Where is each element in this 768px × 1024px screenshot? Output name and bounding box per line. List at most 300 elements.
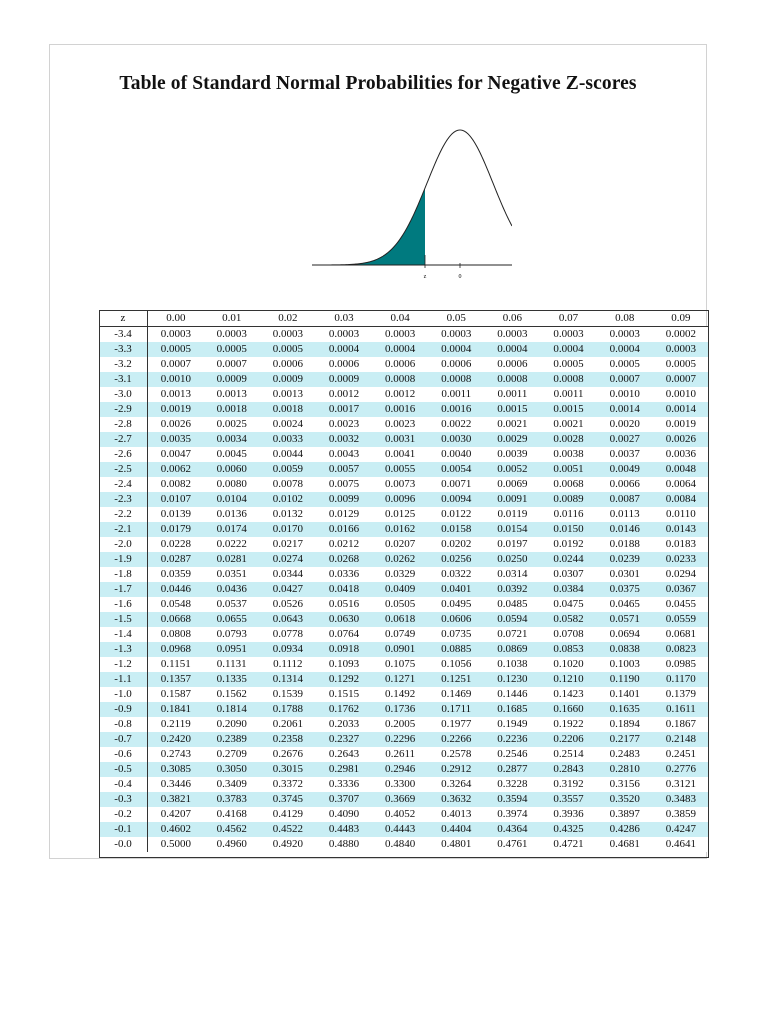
probability-cell: 0.1894 — [597, 717, 653, 732]
probability-cell: 0.0274 — [260, 552, 316, 567]
probability-cell: 0.0125 — [372, 507, 428, 522]
probability-cell: 0.0367 — [653, 582, 709, 597]
probability-cell: 0.0526 — [260, 597, 316, 612]
probability-cell: 0.0116 — [540, 507, 596, 522]
probability-cell: 0.4013 — [428, 807, 484, 822]
probability-cell: 0.4840 — [372, 837, 428, 852]
probability-cell: 0.0655 — [204, 612, 260, 627]
probability-cell: 0.0003 — [372, 327, 428, 343]
probability-cell: 0.0013 — [204, 387, 260, 402]
probability-cell: 0.0023 — [372, 417, 428, 432]
probability-cell: 0.0099 — [316, 492, 372, 507]
probability-cell: 0.0359 — [148, 567, 204, 582]
z-value-cell: -2.1 — [99, 522, 148, 537]
probability-cell: 0.0040 — [428, 447, 484, 462]
table-row — [99, 387, 709, 402]
probability-cell: 0.4129 — [260, 807, 316, 822]
probability-cell: 0.0808 — [148, 627, 204, 642]
z-value-cell: -0.0 — [99, 837, 148, 852]
probability-cell: 0.0749 — [372, 627, 428, 642]
probability-cell: 0.3446 — [148, 777, 204, 792]
probability-cell: 0.1685 — [484, 702, 540, 717]
z-value-cell: -0.2 — [99, 807, 148, 822]
probability-cell: 0.0005 — [653, 357, 709, 372]
probability-cell: 0.0066 — [597, 477, 653, 492]
probability-cell: 0.0060 — [204, 462, 260, 477]
probability-cell: 0.4602 — [148, 822, 204, 837]
probability-cell: 0.0853 — [540, 642, 596, 657]
probability-cell: 0.0015 — [484, 402, 540, 417]
probability-cell: 0.0329 — [372, 567, 428, 582]
z-value-cell: -0.7 — [99, 732, 148, 747]
probability-cell: 0.0005 — [260, 342, 316, 357]
z-value-cell: -3.1 — [99, 372, 148, 387]
z-value-cell: -1.6 — [99, 597, 148, 612]
probability-cell: 0.0012 — [372, 387, 428, 402]
probability-cell: 0.0091 — [484, 492, 540, 507]
probability-cell: 0.4721 — [540, 837, 596, 852]
probability-cell: 0.0010 — [653, 387, 709, 402]
probability-cell: 0.3050 — [204, 762, 260, 777]
probability-cell: 0.1003 — [597, 657, 653, 672]
z-value-cell: -0.9 — [99, 702, 148, 717]
probability-cell: 0.3669 — [372, 792, 428, 807]
probability-cell: 0.0162 — [372, 522, 428, 537]
probability-cell: 0.0073 — [372, 477, 428, 492]
probability-cell: 0.1020 — [540, 657, 596, 672]
probability-cell: 0.0071 — [428, 477, 484, 492]
probability-cell: 0.2296 — [372, 732, 428, 747]
probability-cell: 0.0985 — [653, 657, 709, 672]
z-value-cell: -2.4 — [99, 477, 148, 492]
probability-cell: 0.0618 — [372, 612, 428, 627]
probability-cell: 0.0409 — [372, 582, 428, 597]
probability-cell: 0.0139 — [148, 507, 204, 522]
probability-cell: 0.0427 — [260, 582, 316, 597]
probability-cell: 0.0003 — [204, 327, 260, 343]
probability-cell: 0.4801 — [428, 837, 484, 852]
probability-cell: 0.0681 — [653, 627, 709, 642]
probability-cell: 0.1112 — [260, 657, 316, 672]
table-row — [99, 732, 709, 747]
probability-cell: 0.0006 — [428, 357, 484, 372]
probability-cell: 0.4404 — [428, 822, 484, 837]
probability-cell: 0.0029 — [484, 432, 540, 447]
probability-cell: 0.2981 — [316, 762, 372, 777]
probability-cell: 0.0054 — [428, 462, 484, 477]
probability-cell: 0.0179 — [148, 522, 204, 537]
probability-cell: 0.0022 — [428, 417, 484, 432]
probability-cell: 0.4090 — [316, 807, 372, 822]
probability-cell: 0.0150 — [540, 522, 596, 537]
probability-cell: 0.1587 — [148, 687, 204, 702]
probability-cell: 0.1736 — [372, 702, 428, 717]
probability-cell: 0.0003 — [316, 327, 372, 343]
probability-cell: 0.0021 — [484, 417, 540, 432]
probability-cell: 0.4562 — [204, 822, 260, 837]
z-value-cell: -3.2 — [99, 357, 148, 372]
probability-cell: 0.0322 — [428, 567, 484, 582]
z-value-cell: -1.7 — [99, 582, 148, 597]
z-value-cell: -3.0 — [99, 387, 148, 402]
probability-cell: 0.0005 — [148, 342, 204, 357]
probability-cell: 0.0018 — [260, 402, 316, 417]
probability-cell: 0.1271 — [372, 672, 428, 687]
probability-cell: 0.1446 — [484, 687, 540, 702]
probability-cell: 0.0446 — [148, 582, 204, 597]
probability-cell: 0.0069 — [484, 477, 540, 492]
probability-cell: 0.2005 — [372, 717, 428, 732]
probability-cell: 0.3859 — [653, 807, 709, 822]
probability-cell: 0.0110 — [653, 507, 709, 522]
probability-cell: 0.2546 — [484, 747, 540, 762]
probability-cell: 0.0034 — [204, 432, 260, 447]
probability-cell: 0.0262 — [372, 552, 428, 567]
probability-cell: 0.0006 — [372, 357, 428, 372]
probability-cell: 0.0505 — [372, 597, 428, 612]
table-row — [99, 327, 709, 343]
probability-cell: 0.0007 — [653, 372, 709, 387]
probability-cell: 0.2912 — [428, 762, 484, 777]
column-header: 0.03 — [316, 310, 372, 327]
z-label: z — [423, 274, 427, 280]
probability-cell: 0.1762 — [316, 702, 372, 717]
probability-cell: 0.0418 — [316, 582, 372, 597]
probability-cell: 0.0170 — [260, 522, 316, 537]
probability-cell: 0.0031 — [372, 432, 428, 447]
probability-cell: 0.0901 — [372, 642, 428, 657]
z-value-cell: -2.8 — [99, 417, 148, 432]
probability-cell: 0.0062 — [148, 462, 204, 477]
probability-cell: 0.2946 — [372, 762, 428, 777]
probability-cell: 0.5000 — [148, 837, 204, 852]
probability-cell: 0.0014 — [597, 402, 653, 417]
probability-cell: 0.0495 — [428, 597, 484, 612]
table-row — [99, 822, 709, 837]
column-header: 0.07 — [540, 310, 596, 327]
probability-cell: 0.0020 — [597, 417, 653, 432]
probability-cell: 0.0166 — [316, 522, 372, 537]
table-row — [99, 597, 709, 612]
table-row — [99, 762, 709, 777]
probability-cell: 0.0351 — [204, 567, 260, 582]
probability-cell: 0.1841 — [148, 702, 204, 717]
probability-cell: 0.2451 — [653, 747, 709, 762]
table-row — [99, 582, 709, 597]
probability-cell: 0.3015 — [260, 762, 316, 777]
probability-cell: 0.0122 — [428, 507, 484, 522]
probability-cell: 0.3264 — [428, 777, 484, 792]
probability-cell: 0.0004 — [597, 342, 653, 357]
table-row — [99, 522, 709, 537]
probability-cell: 0.1660 — [540, 702, 596, 717]
probability-cell: 0.3745 — [260, 792, 316, 807]
probability-cell: 0.4325 — [540, 822, 596, 837]
probability-cell: 0.0485 — [484, 597, 540, 612]
probability-cell: 0.2327 — [316, 732, 372, 747]
probability-cell: 0.0793 — [204, 627, 260, 642]
probability-cell: 0.1210 — [540, 672, 596, 687]
probability-cell: 0.0244 — [540, 552, 596, 567]
table-body — [99, 327, 709, 853]
z-value-cell: -1.8 — [99, 567, 148, 582]
probability-cell: 0.0136 — [204, 507, 260, 522]
probability-cell: 0.0026 — [148, 417, 204, 432]
probability-cell: 0.1949 — [484, 717, 540, 732]
probability-cell: 0.0516 — [316, 597, 372, 612]
probability-cell: 0.0158 — [428, 522, 484, 537]
probability-cell: 0.3707 — [316, 792, 372, 807]
probability-cell: 0.0250 — [484, 552, 540, 567]
probability-cell: 0.0049 — [597, 462, 653, 477]
probability-cell: 0.2611 — [372, 747, 428, 762]
probability-cell: 0.1788 — [260, 702, 316, 717]
table-row — [99, 432, 709, 447]
table-row — [99, 702, 709, 717]
probability-cell: 0.3228 — [484, 777, 540, 792]
probability-cell: 0.0003 — [484, 327, 540, 343]
probability-cell: 0.0080 — [204, 477, 260, 492]
table-header-row — [99, 310, 709, 327]
probability-cell: 0.0708 — [540, 627, 596, 642]
probability-cell: 0.0202 — [428, 537, 484, 552]
probability-cell: 0.2119 — [148, 717, 204, 732]
column-header: 0.08 — [597, 310, 653, 327]
probability-cell: 0.3783 — [204, 792, 260, 807]
probability-cell: 0.3483 — [653, 792, 709, 807]
table-row — [99, 462, 709, 477]
probability-cell: 0.0537 — [204, 597, 260, 612]
probability-cell: 0.0008 — [372, 372, 428, 387]
probability-cell: 0.0823 — [653, 642, 709, 657]
probability-cell: 0.0294 — [653, 567, 709, 582]
probability-cell: 0.1611 — [653, 702, 709, 717]
normal-curve-figure — [312, 120, 512, 282]
probability-cell: 0.0004 — [316, 342, 372, 357]
probability-cell: 0.2266 — [428, 732, 484, 747]
probability-cell: 0.2420 — [148, 732, 204, 747]
probability-cell: 0.1423 — [540, 687, 596, 702]
probability-cell: 0.0951 — [204, 642, 260, 657]
z-value-cell: -1.0 — [99, 687, 148, 702]
probability-cell: 0.0146 — [597, 522, 653, 537]
probability-cell: 0.0129 — [316, 507, 372, 522]
probability-cell: 0.0885 — [428, 642, 484, 657]
probability-cell: 0.0096 — [372, 492, 428, 507]
probability-cell: 0.0021 — [540, 417, 596, 432]
probability-cell: 0.3336 — [316, 777, 372, 792]
probability-cell: 0.0606 — [428, 612, 484, 627]
probability-cell: 0.4761 — [484, 837, 540, 852]
probability-cell: 0.0571 — [597, 612, 653, 627]
probability-cell: 0.0764 — [316, 627, 372, 642]
probability-cell: 0.2709 — [204, 747, 260, 762]
probability-cell: 0.0548 — [148, 597, 204, 612]
probability-cell: 0.0005 — [597, 357, 653, 372]
probability-cell: 0.0003 — [540, 327, 596, 343]
probability-cell: 0.1401 — [597, 687, 653, 702]
probability-cell: 0.1867 — [653, 717, 709, 732]
probability-cell: 0.0055 — [372, 462, 428, 477]
probability-cell: 0.0154 — [484, 522, 540, 537]
probability-cell: 0.1230 — [484, 672, 540, 687]
probability-cell: 0.4168 — [204, 807, 260, 822]
table-row — [99, 567, 709, 582]
probability-cell: 0.0192 — [540, 537, 596, 552]
probability-cell: 0.2358 — [260, 732, 316, 747]
probability-cell: 0.0008 — [484, 372, 540, 387]
probability-cell: 0.0336 — [316, 567, 372, 582]
probability-cell: 0.0018 — [204, 402, 260, 417]
probability-cell: 0.0015 — [540, 402, 596, 417]
probability-cell: 0.0559 — [653, 612, 709, 627]
probability-cell: 0.0212 — [316, 537, 372, 552]
probability-cell: 0.0009 — [260, 372, 316, 387]
table-row — [99, 642, 709, 657]
probability-cell: 0.2843 — [540, 762, 596, 777]
z-value-cell: -1.3 — [99, 642, 148, 657]
probability-cell: 0.1251 — [428, 672, 484, 687]
z-value-cell: -0.1 — [99, 822, 148, 837]
probability-cell: 0.0384 — [540, 582, 596, 597]
table-row — [99, 507, 709, 522]
probability-cell: 0.0037 — [597, 447, 653, 462]
table-row — [99, 402, 709, 417]
probability-cell: 0.0222 — [204, 537, 260, 552]
probability-cell: 0.0643 — [260, 612, 316, 627]
probability-cell: 0.0869 — [484, 642, 540, 657]
probability-cell: 0.4286 — [597, 822, 653, 837]
probability-cell: 0.0016 — [428, 402, 484, 417]
zero-label: 0 — [458, 274, 462, 280]
probability-cell: 0.0008 — [428, 372, 484, 387]
z-value-cell: -2.0 — [99, 537, 148, 552]
probability-cell: 0.4880 — [316, 837, 372, 852]
probability-cell: 0.4960 — [204, 837, 260, 852]
probability-cell: 0.0465 — [597, 597, 653, 612]
probability-cell: 0.2061 — [260, 717, 316, 732]
probability-cell: 0.0013 — [148, 387, 204, 402]
probability-cell: 0.0594 — [484, 612, 540, 627]
probability-cell: 0.0075 — [316, 477, 372, 492]
probability-cell: 0.2877 — [484, 762, 540, 777]
probability-cell: 0.0188 — [597, 537, 653, 552]
probability-cell: 0.0694 — [597, 627, 653, 642]
probability-cell: 0.0019 — [148, 402, 204, 417]
probability-cell: 0.0301 — [597, 567, 653, 582]
probability-cell: 0.3936 — [540, 807, 596, 822]
probability-cell: 0.0016 — [372, 402, 428, 417]
probability-cell: 0.0045 — [204, 447, 260, 462]
table-row — [99, 747, 709, 762]
probability-cell: 0.0307 — [540, 567, 596, 582]
probability-cell: 0.3300 — [372, 777, 428, 792]
probability-cell: 0.0344 — [260, 567, 316, 582]
document-page — [49, 44, 707, 859]
probability-cell: 0.3085 — [148, 762, 204, 777]
probability-cell: 0.2236 — [484, 732, 540, 747]
probability-cell: 0.0102 — [260, 492, 316, 507]
probability-cell: 0.0007 — [204, 357, 260, 372]
probability-cell: 0.0119 — [484, 507, 540, 522]
page-title: Table of Standard Normal Probabilities for Negative Z-scores — [119, 73, 637, 94]
probability-cell: 0.0392 — [484, 582, 540, 597]
probability-cell: 0.3121 — [653, 777, 709, 792]
z-value-cell: -0.6 — [99, 747, 148, 762]
column-header: 0.05 — [428, 310, 484, 327]
probability-cell: 0.4052 — [372, 807, 428, 822]
probability-cell: 0.0057 — [316, 462, 372, 477]
probability-cell: 0.2033 — [316, 717, 372, 732]
probability-cell: 0.0455 — [653, 597, 709, 612]
column-header: 0.02 — [260, 310, 316, 327]
probability-cell: 0.0401 — [428, 582, 484, 597]
probability-cell: 0.0256 — [428, 552, 484, 567]
probability-cell: 0.0968 — [148, 642, 204, 657]
table-row — [99, 627, 709, 642]
table-row — [99, 657, 709, 672]
probability-cell: 0.0027 — [597, 432, 653, 447]
probability-cell: 0.0013 — [260, 387, 316, 402]
table-row — [99, 837, 709, 852]
table-row — [99, 777, 709, 792]
table-row — [99, 717, 709, 732]
probability-cell: 0.1469 — [428, 687, 484, 702]
table-row — [99, 417, 709, 432]
probability-cell: 0.2776 — [653, 762, 709, 777]
probability-cell: 0.1151 — [148, 657, 204, 672]
probability-cell: 0.0052 — [484, 462, 540, 477]
table-row — [99, 492, 709, 507]
z-value-cell: -3.3 — [99, 342, 148, 357]
table-row — [99, 372, 709, 387]
probability-cell: 0.0003 — [148, 327, 204, 343]
probability-cell: 0.0047 — [148, 447, 204, 462]
probability-cell: 0.0089 — [540, 492, 596, 507]
z-value-cell: -2.2 — [99, 507, 148, 522]
probability-cell: 0.1170 — [653, 672, 709, 687]
probability-cell: 0.0064 — [653, 477, 709, 492]
probability-cell: 0.2643 — [316, 747, 372, 762]
probability-cell: 0.1562 — [204, 687, 260, 702]
probability-cell: 0.3821 — [148, 792, 204, 807]
probability-cell: 0.0004 — [372, 342, 428, 357]
probability-cell: 0.0036 — [653, 447, 709, 462]
probability-cell: 0.0217 — [260, 537, 316, 552]
probability-cell: 0.0233 — [653, 552, 709, 567]
z-value-cell: -2.9 — [99, 402, 148, 417]
probability-cell: 0.0011 — [540, 387, 596, 402]
probability-cell: 0.0174 — [204, 522, 260, 537]
probability-cell: 0.2743 — [148, 747, 204, 762]
probability-cell: 0.1190 — [597, 672, 653, 687]
probability-cell: 0.1038 — [484, 657, 540, 672]
probability-cell: 0.0002 — [653, 327, 709, 343]
probability-cell: 0.0008 — [540, 372, 596, 387]
probability-cell: 0.4443 — [372, 822, 428, 837]
probability-cell: 0.1357 — [148, 672, 204, 687]
probability-cell: 0.1814 — [204, 702, 260, 717]
column-header: 0.04 — [372, 310, 428, 327]
probability-cell: 0.0007 — [148, 357, 204, 372]
table-row — [99, 612, 709, 627]
probability-cell: 0.1292 — [316, 672, 372, 687]
probability-cell: 0.0009 — [204, 372, 260, 387]
z-value-cell: -2.3 — [99, 492, 148, 507]
z-value-cell: -2.5 — [99, 462, 148, 477]
probability-cell: 0.0721 — [484, 627, 540, 642]
probability-cell: 0.0104 — [204, 492, 260, 507]
